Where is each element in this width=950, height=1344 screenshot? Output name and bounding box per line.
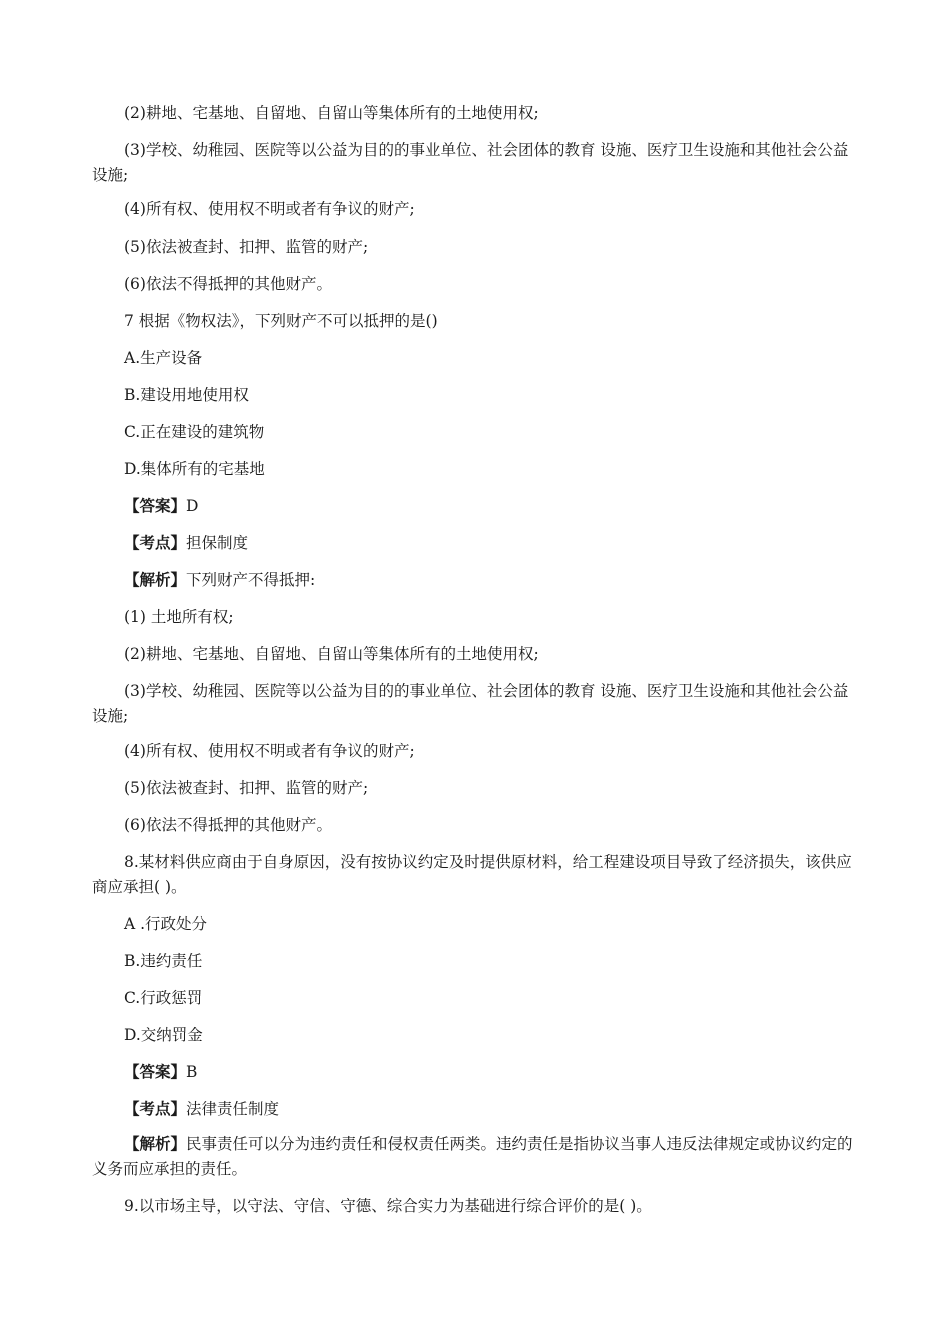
option-a: A .行政处分 [124, 915, 208, 933]
analysis-text: 下列财产不得抵押: [186, 571, 316, 589]
list-item: (6)依法不得抵押的其他财产。 [124, 275, 332, 293]
analysis-paragraph [92, 1131, 862, 1182]
answer-line [124, 497, 198, 515]
list-item: (6)依法不得抵押的其他财产。 [124, 816, 332, 834]
option-a: A.生产设备 [124, 349, 203, 367]
point-value: 担保制度 [186, 534, 249, 552]
question-7: 7 根据《物权法》，下列财产不可以抵押的是() [124, 312, 438, 330]
list-item: (5)依法被查封、扣押、监管的财产; [124, 779, 369, 797]
analysis-label: 【解析】 [124, 1134, 187, 1153]
point-value: 法律责任制度 [186, 1100, 280, 1118]
point-line [124, 1100, 279, 1118]
option-d: D.集体所有的宅基地 [124, 460, 265, 478]
list-item: (2)耕地、宅基地、自留地、自留山等集体所有的土地使用权; [124, 104, 539, 122]
question-9: 9.以市场主导，以守法、守信、守德、综合实力为基础进行综合评价的是( )。 [124, 1197, 652, 1215]
answer-value: B [186, 1063, 198, 1081]
list-item: (3)学校、幼稚园、医院等以公益为目的的事业单位、社会团体的教育 设施、医疗卫生设施和其他社会公益设施; [92, 682, 849, 725]
list-item: (5)依法被查封、扣押、监管的财产; [124, 238, 369, 256]
list-item: (1) 土地所有权; [124, 608, 234, 626]
point-line [124, 534, 248, 552]
point-label: 【考点】 [124, 533, 187, 552]
analysis-text: 民事责任可以分为违约责任和侵权责任两类。违约责任是指协议当事人违反法律规定或协议约定的义务而应承担的责任。 [92, 1135, 853, 1178]
option-d: D.交纳罚金 [124, 1026, 203, 1044]
option-b: B.建设用地使用权 [124, 386, 249, 404]
question-8: 8.某材料供应商由于自身原因，没有按协议约定及时提供原材料，给工程建设项目导致了经济损失，该供应商应承担( )。 [92, 853, 852, 896]
list-item: (4)所有权、使用权不明或者有争议的财产; [124, 200, 415, 218]
list-item: (3)学校、幼稚园、医院等以公益为目的的事业单位、社会团体的教育 设施、医疗卫生设施和其他社会公益设施; [92, 141, 849, 184]
option-c: C.正在建设的建筑物 [124, 423, 265, 441]
point-label: 【考点】 [124, 1099, 187, 1118]
analysis-line [124, 571, 315, 589]
list-item: (2)耕地、宅基地、自留地、自留山等集体所有的土地使用权; [124, 645, 539, 663]
option-c: C.行政惩罚 [124, 989, 203, 1007]
answer-line [124, 1063, 197, 1081]
analysis-label: 【解析】 [124, 570, 187, 589]
answer-value: D [186, 497, 199, 515]
answer-label: 【答案】 [124, 496, 187, 515]
option-b: B.违约责任 [124, 952, 203, 970]
list-item: (4)所有权、使用权不明或者有争议的财产; [124, 742, 415, 760]
answer-label: 【答案】 [124, 1062, 187, 1081]
